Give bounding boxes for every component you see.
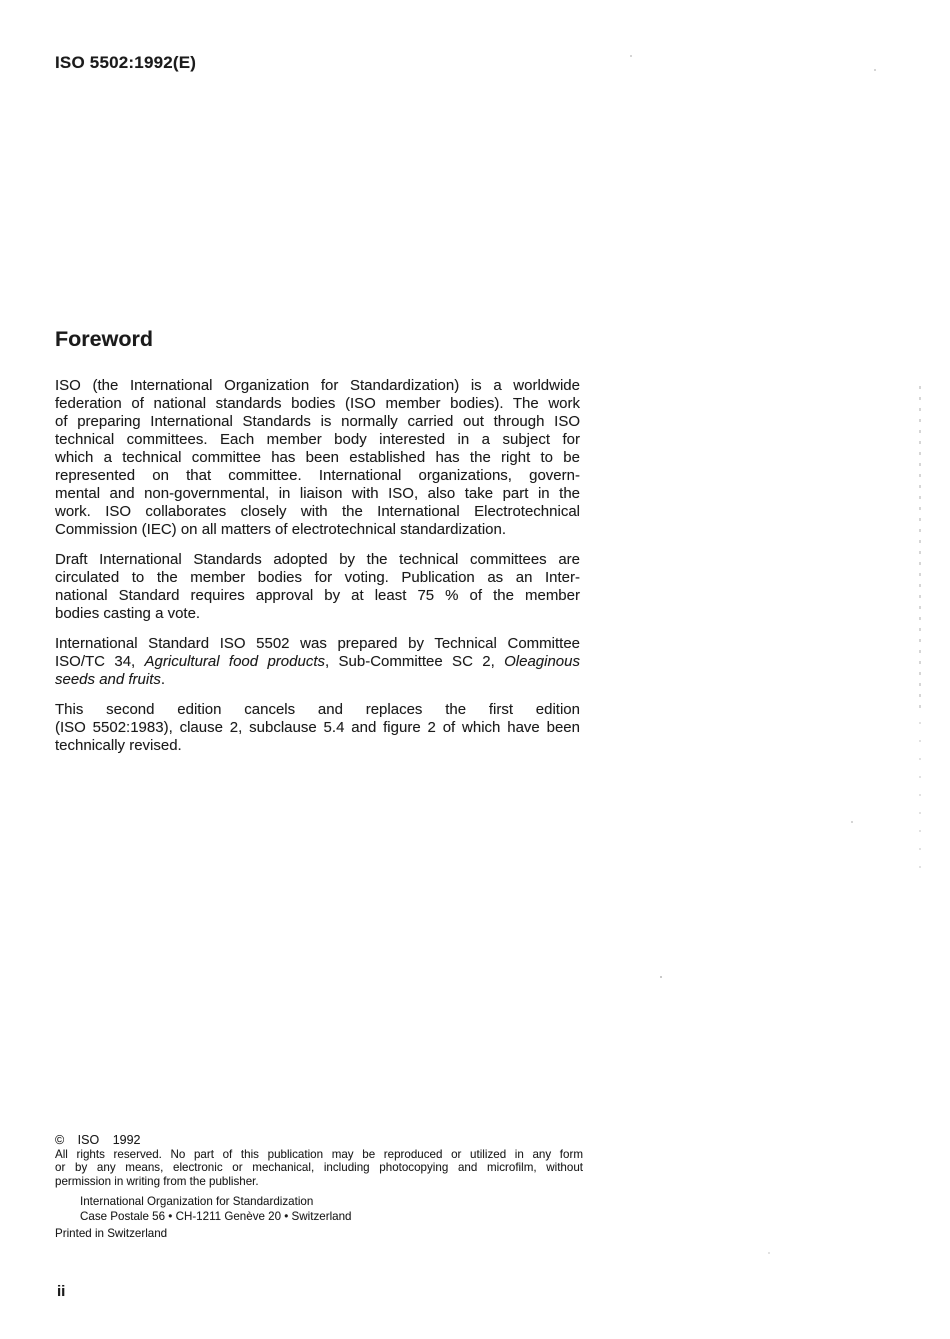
publisher-name: International Organization for Standardization xyxy=(80,1195,314,1208)
text-line xyxy=(55,395,580,413)
text-run: (ISO 5502:1983), clause 2, subclause 5.4 and figure 2 of which have been xyxy=(55,719,580,736)
text-run: , Sub-Committee SC 2, xyxy=(325,653,505,670)
text-line xyxy=(55,701,580,719)
text-line xyxy=(55,1175,583,1188)
text-line xyxy=(55,1148,583,1161)
text-run: . xyxy=(160,671,166,688)
foreword-paragraph-3 xyxy=(55,635,580,689)
publisher-address: Case Postale 56 • CH-1211 Genève 20 • Switzerland xyxy=(80,1209,352,1223)
text-line xyxy=(55,569,580,587)
text-line xyxy=(55,551,580,569)
text-run: bodies casting a vote. xyxy=(55,605,201,622)
scan-artifact-speck xyxy=(851,821,853,823)
text-line xyxy=(55,413,580,431)
foreword-heading: Foreword xyxy=(55,327,153,351)
text-run: technically revised. xyxy=(55,737,182,754)
foreword-paragraph-2 xyxy=(55,551,580,623)
text-line xyxy=(55,431,580,449)
text-line xyxy=(55,587,580,605)
publisher-block xyxy=(80,1195,352,1224)
text-run: International Standard ISO 5502 was prepared by Technical Committee xyxy=(55,635,580,652)
text-run: which a technical committee has been established has the right to be xyxy=(55,449,580,466)
text-line xyxy=(55,719,580,737)
doc-identifier: ISO 5502:1992(E) xyxy=(55,53,197,72)
text-line xyxy=(55,635,580,653)
foreword-body xyxy=(55,377,580,755)
text-line xyxy=(55,737,580,755)
italic-text-run: seeds and fruits xyxy=(55,671,161,688)
text-line xyxy=(55,605,580,623)
scan-artifact-speck xyxy=(660,976,662,978)
foreword-paragraph-1 xyxy=(55,377,580,539)
text-run: federation of national standards bodies (ISO member bodies). The work xyxy=(55,395,580,412)
foreword-paragraph-4 xyxy=(55,701,580,755)
text-line xyxy=(55,467,580,485)
text-run: circulated to the member bodies for voting. Publication as an Inter- xyxy=(55,569,580,586)
text-run: Draft International Standards adopted by the technical committees are xyxy=(55,551,580,568)
rights-notice xyxy=(55,1148,583,1188)
text-run: or by any means, electronic or mechanical, including photocopying and microfilm, without xyxy=(55,1161,583,1175)
text-run: technical committees. Each member body interested in a subject for xyxy=(55,431,580,448)
scan-artifact-speck xyxy=(874,69,876,71)
text-run: Commission (IEC) on all matters of electrotechnical standardization. xyxy=(55,521,507,538)
text-run: work. ISO collaborates closely with the International Electrotechnical xyxy=(55,503,580,520)
text-run: national Standard requires approval by at least 75 % of the member xyxy=(55,587,580,604)
copyright-line: © ISO 1992 xyxy=(55,1133,141,1147)
text-run: mental and non-governmental, in liaison with ISO, also take part in the xyxy=(55,485,580,502)
text-run: ISO/TC 34, xyxy=(55,653,145,670)
scan-artifact-dashed-line xyxy=(919,722,921,872)
printed-in-notice: Printed in Switzerland xyxy=(55,1227,168,1240)
text-line xyxy=(55,377,580,395)
scan-artifact-speck xyxy=(768,1252,770,1254)
text-run: ISO (the International Organization for Standardization) is a worldwide xyxy=(55,377,580,394)
page-number: ii xyxy=(57,1283,66,1300)
text-run: permission in writing from the publisher. xyxy=(55,1174,259,1188)
text-line xyxy=(55,485,580,503)
text-line xyxy=(55,671,580,689)
text-run: represented on that committee. International organizations, govern- xyxy=(55,467,580,484)
text-line xyxy=(55,503,580,521)
scan-artifact-speck xyxy=(630,55,632,57)
text-run: of preparing International Standards is normally carried out through ISO xyxy=(55,413,580,430)
text-line xyxy=(55,1161,583,1174)
text-line xyxy=(55,521,580,539)
italic-text-run: Agricultural food products xyxy=(144,653,325,670)
text-run: This second edition cancels and replaces the first edition xyxy=(55,701,580,718)
text-line xyxy=(55,653,580,671)
text-run: All rights reserved. No part of this publication may be reproduced or utilized in any form xyxy=(55,1148,583,1161)
text-line xyxy=(55,449,580,467)
scan-artifact-dashed-line xyxy=(919,386,921,716)
italic-text-run: Oleaginous xyxy=(504,653,580,670)
